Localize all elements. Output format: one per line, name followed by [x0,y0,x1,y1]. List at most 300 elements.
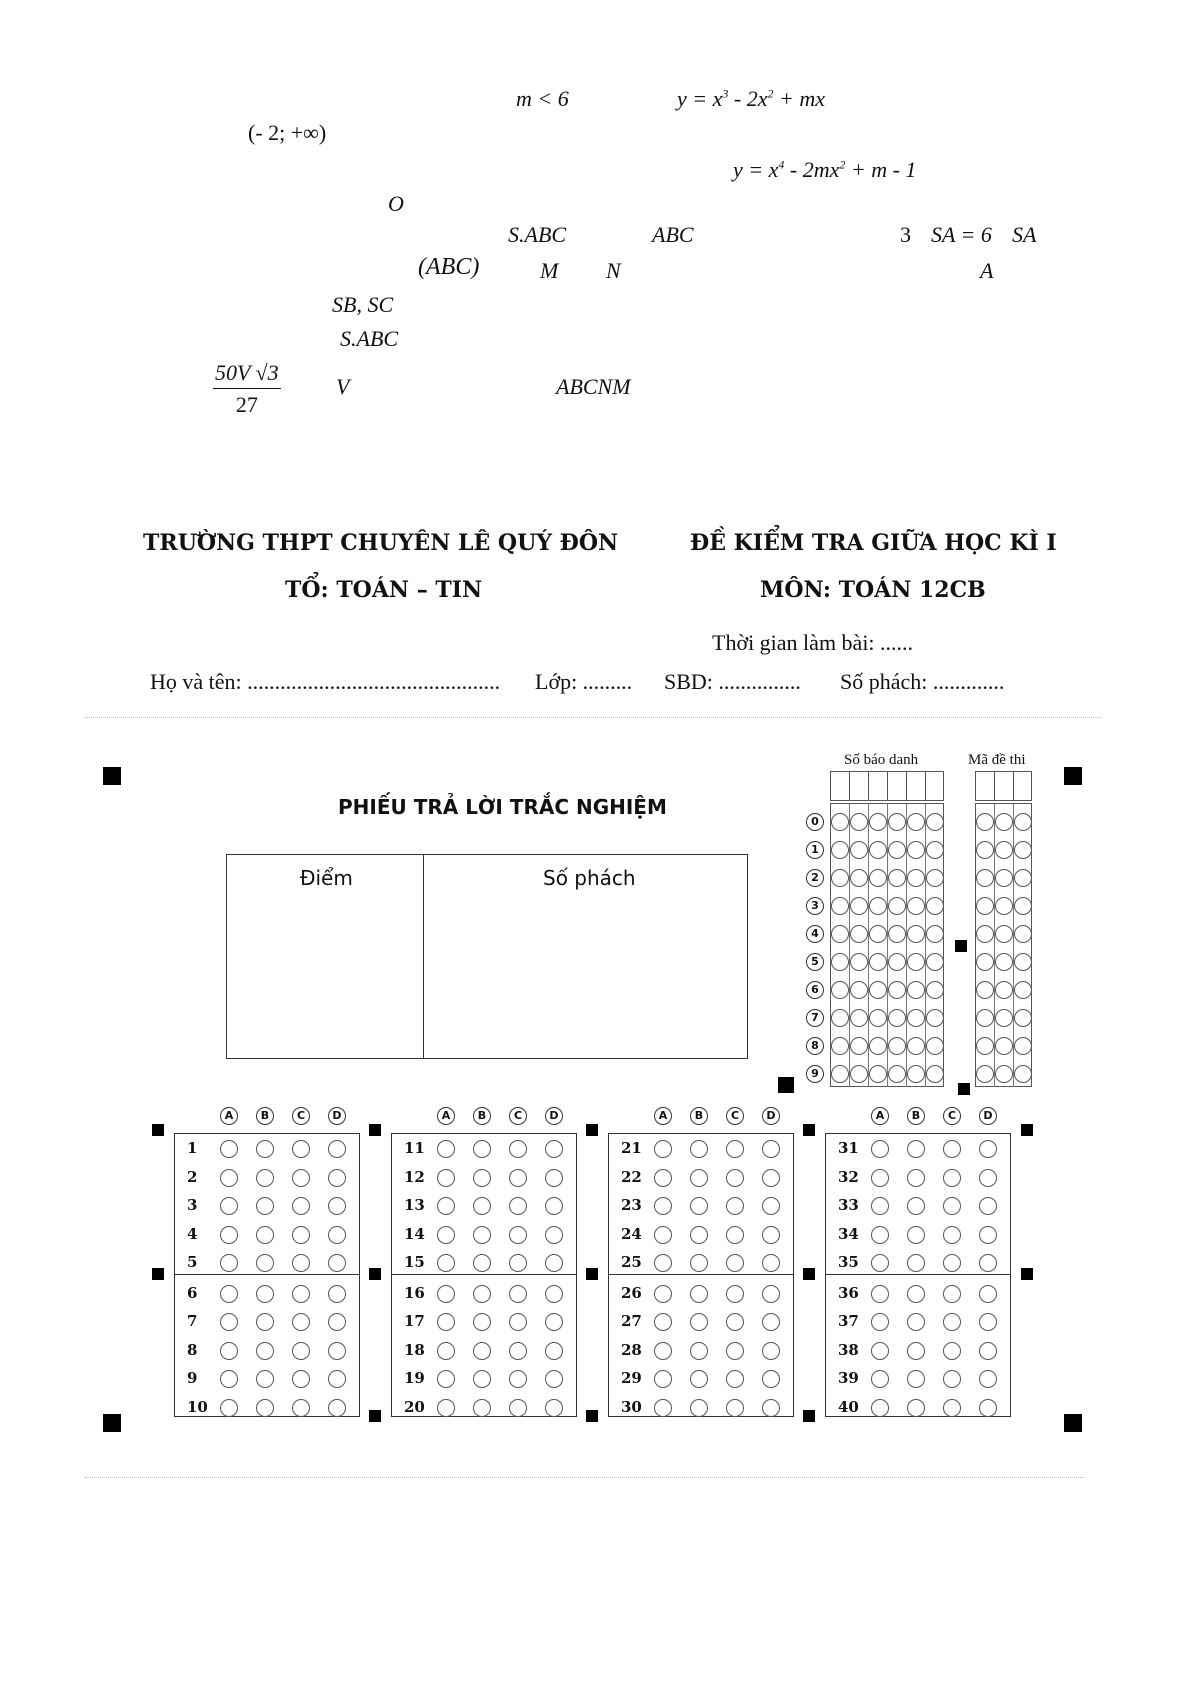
answer-bubble [328,1313,346,1331]
answer-bubble [871,1342,889,1360]
sbd-bubble [907,925,925,943]
sbd-bubble [926,1037,944,1055]
answer-bubble [545,1140,563,1158]
answer-bubble [473,1169,491,1187]
answer-bubble [220,1342,238,1360]
question-number: 18 [404,1340,425,1359]
digit-label: 8 [806,1037,824,1055]
sbd-bubble [850,981,868,999]
answer-bubble [292,1169,310,1187]
answer-bubble [979,1226,997,1244]
question-number: 17 [404,1312,425,1330]
answer-bubble [654,1285,672,1303]
math-point-n: N [606,258,621,283]
sbd-bubble [850,841,868,859]
answer-bubble [979,1254,997,1272]
answer-bubble [220,1226,238,1244]
sbd-bubble [888,953,906,971]
registration-mark [103,1414,121,1432]
answer-bubble [979,1313,997,1331]
question-block-divider [391,1274,577,1275]
answer-bubble [943,1285,961,1303]
student-name-field: Họ và tên: .............................................. [150,669,501,694]
question-number: 13 [404,1196,425,1214]
sbd-bubble [907,841,925,859]
sbd-bubble [831,897,849,915]
choice-header-a: A [654,1107,672,1125]
math-pyramid-sabc-2: S.ABC [340,326,399,351]
made-bubble [995,897,1013,915]
sbd-bubble [869,1009,887,1027]
made-bubble [995,953,1013,971]
registration-mark [958,1083,970,1095]
made-entry-divider [1013,771,1014,801]
answer-bubble [328,1254,346,1272]
department-name: TỔ: TOÁN – TIN [285,577,483,603]
answer-bubble [292,1197,310,1215]
question-number: 24 [621,1224,642,1243]
sbd-bubble [831,841,849,859]
sbd-bubble [850,925,868,943]
made-entry-row [975,771,1032,801]
answer-bubble [690,1197,708,1215]
answer-bubble [690,1313,708,1331]
math-plane-abc: (ABC) [418,254,480,280]
math-quartic-function: $y = x^4 - 2mx^2 + m - 1$ [733,157,917,182]
answer-bubble [437,1169,455,1187]
registration-mark [803,1124,815,1136]
sbd-bubble [869,981,887,999]
registration-mark [803,1410,815,1422]
sbd-entry-divider [887,771,888,801]
answer-bubble [328,1140,346,1158]
sbd-bubble [888,813,906,831]
answer-bubble [871,1285,889,1303]
answer-bubble [509,1342,527,1360]
answer-bubble [292,1254,310,1272]
made-bubble [995,1009,1013,1027]
question-number: 10 [187,1397,208,1416]
answer-bubble [871,1140,889,1158]
sbd-bubble [888,981,906,999]
math-fraction: $\frac{50V √3}{27}$ [215,360,279,417]
answer-bubble [907,1197,925,1215]
answer-bubble [437,1140,455,1158]
answer-bubble [437,1370,455,1388]
answer-bubble [654,1313,672,1331]
answer-bubble [871,1370,889,1388]
sbd-bubble [850,1065,868,1083]
question-number: 1 [187,1139,198,1157]
answer-bubble [654,1197,672,1215]
math-volume-v: V [336,374,350,399]
sbd-bubble [850,1009,868,1027]
sbd-bubble [869,813,887,831]
registration-mark [369,1410,381,1422]
sbd-bubble [907,1065,925,1083]
sbd-bubble [831,1065,849,1083]
answer-bubble [726,1140,744,1158]
math-interval: (- 2; +∞) [248,120,327,145]
sbd-bubble [926,813,944,831]
sbd-bubble [926,981,944,999]
answer-bubble [292,1370,310,1388]
divider-bottom [85,1477,1085,1478]
question-number: 27 [621,1312,642,1330]
question-block-divider [174,1274,360,1275]
answer-bubble [437,1342,455,1360]
answer-bubble [762,1313,780,1331]
answer-bubble [509,1226,527,1244]
digit-label: 4 [806,925,824,943]
registration-mark [152,1124,164,1136]
digit-label: 0 [806,813,824,831]
sbd-bubble [907,953,925,971]
sbd-bubble [831,869,849,887]
answer-bubble [907,1342,925,1360]
answer-bubble [509,1285,527,1303]
made-bubble [976,813,994,831]
answer-bubble [328,1197,346,1215]
answer-bubble [762,1169,780,1187]
sbd-bubble [907,869,925,887]
answer-bubble [545,1285,563,1303]
answer-bubble [545,1399,563,1417]
answer-bubble [943,1254,961,1272]
sbd-bubble [888,1009,906,1027]
registration-mark [586,1268,598,1280]
made-bubble [1014,1009,1032,1027]
question-number: 12 [404,1167,425,1186]
sbd-entry-divider [925,771,926,801]
math-point-a: A [980,258,994,283]
question-number: 3 [187,1196,198,1214]
answer-bubble [545,1370,563,1388]
exam-time: Thời gian làm bài: ...... [712,630,914,655]
answer-bubble [220,1370,238,1388]
answer-bubble [292,1342,310,1360]
choice-header-d: D [545,1107,563,1125]
answer-bubble [473,1285,491,1303]
sophach-field: Số phách: ............. [840,669,1005,694]
answer-bubble [726,1370,744,1388]
sbd-bubble [907,981,925,999]
answer-bubble [907,1254,925,1272]
answer-bubble [509,1370,527,1388]
answer-bubble [726,1197,744,1215]
question-number: 16 [404,1283,425,1302]
made-bubble [976,869,994,887]
answer-bubble [907,1140,925,1158]
question-number: 38 [838,1340,859,1359]
question-number: 7 [187,1312,198,1330]
sbd-bubble [888,925,906,943]
question-number: 36 [838,1283,859,1302]
sbd-bubble [831,981,849,999]
sbd-bubble [831,925,849,943]
sbd-entry-divider [868,771,869,801]
question-number: 15 [404,1253,425,1271]
sbd-bubble [907,813,925,831]
registration-mark [955,940,967,952]
choice-header-c: C [292,1107,310,1125]
choice-header-a: A [220,1107,238,1125]
made-bubble [995,1065,1013,1083]
sbd-bubble [907,897,925,915]
answer-bubble [473,1313,491,1331]
question-number: 28 [621,1340,642,1359]
question-number: 23 [621,1196,642,1214]
answer-bubble [473,1370,491,1388]
made-entry-divider [994,771,995,801]
sbd-bubble [869,869,887,887]
school-name: TRƯỜNG THPT CHUYÊN LÊ QUÝ ĐÔN [143,530,619,556]
sbd-bubble [907,1037,925,1055]
answer-sheet-title: PHIẾU TRẢ LỜI TRẮC NGHIỆM [338,795,667,819]
answer-bubble [292,1285,310,1303]
answer-bubble [654,1254,672,1272]
answer-bubble [256,1370,274,1388]
sbd-bubble [888,897,906,915]
answer-bubble [545,1197,563,1215]
answer-bubble [762,1370,780,1388]
question-number: 26 [621,1283,642,1302]
sbd-bubble [926,1065,944,1083]
choice-header-b: B [256,1107,274,1125]
answer-bubble [328,1342,346,1360]
answer-bubble [473,1197,491,1215]
math-point-m: M [540,258,559,283]
answer-bubble [690,1342,708,1360]
made-bubble [995,925,1013,943]
answer-bubble [328,1399,346,1417]
question-number: 33 [838,1196,859,1214]
sbd-bubble [888,1037,906,1055]
choice-header-b: B [473,1107,491,1125]
registration-mark [369,1268,381,1280]
answer-bubble [943,1226,961,1244]
choice-header-d: D [762,1107,780,1125]
question-number: 37 [838,1312,859,1330]
answer-bubble [437,1197,455,1215]
sbd-bubble [926,925,944,943]
answer-bubble [907,1226,925,1244]
sbd-bubble [850,869,868,887]
made-bubble [976,925,994,943]
answer-bubble [654,1169,672,1187]
answer-bubble [437,1254,455,1272]
made-bubble [1014,897,1032,915]
made-bubble [976,1009,994,1027]
answer-bubble [690,1254,708,1272]
math-cubic-function: $y = x^3 - 2x^2$ + mx [677,86,825,111]
choice-header-a: A [871,1107,889,1125]
made-bubble [1014,1037,1032,1055]
made-bubble [995,1037,1013,1055]
answer-bubble [220,1399,238,1417]
answer-bubble [256,1226,274,1244]
sbd-bubble [926,841,944,859]
sbd-bubble [869,841,887,859]
made-bubble [1014,869,1032,887]
sbd-bubble [869,1065,887,1083]
made-bubble [976,1065,994,1083]
choice-header-d: D [979,1107,997,1125]
sbd-bubble [831,1037,849,1055]
answer-bubble [943,1313,961,1331]
digit-label: 1 [806,841,824,859]
sbd-bubble [850,813,868,831]
made-bubble [976,897,994,915]
answer-bubble [762,1254,780,1272]
math-sa: SA [1012,222,1037,247]
answer-bubble [762,1197,780,1215]
answer-bubble [762,1140,780,1158]
sbd-bubble [926,1009,944,1027]
answer-bubble [509,1140,527,1158]
answer-bubble [943,1197,961,1215]
question-block-divider [825,1274,1011,1275]
sbd-grid-label: Số báo danh [844,752,919,768]
answer-bubble [690,1399,708,1417]
made-bubble [1014,953,1032,971]
made-bubble [995,869,1013,887]
sbd-field: SBD: ............... [664,669,801,694]
answer-bubble [220,1254,238,1272]
subject-title: MÔN: TOÁN 12CB [760,577,986,603]
sbd-entry-divider [849,771,850,801]
answer-bubble [256,1254,274,1272]
answer-bubble [256,1342,274,1360]
sbd-bubble [831,953,849,971]
digit-label: 3 [806,897,824,915]
question-number: 4 [187,1224,198,1243]
answer-bubble [509,1197,527,1215]
answer-bubble [690,1140,708,1158]
answer-bubble [979,1285,997,1303]
question-number: 35 [838,1253,859,1271]
math-pyramid-sabc: S.ABC [508,222,567,247]
digit-label: 2 [806,869,824,887]
question-number: 14 [404,1224,425,1243]
question-number: 25 [621,1253,642,1271]
digit-label: 9 [806,1065,824,1083]
choice-header-a: A [437,1107,455,1125]
sbd-bubble [888,869,906,887]
made-bubble [976,841,994,859]
answer-bubble [220,1197,238,1215]
answer-bubble [437,1313,455,1331]
answer-bubble [292,1140,310,1158]
registration-mark [1064,1414,1082,1432]
answer-bubble [545,1169,563,1187]
sbd-bubble [869,953,887,971]
answer-bubble [726,1226,744,1244]
registration-mark [1021,1268,1033,1280]
answer-bubble [762,1399,780,1417]
question-number: 19 [404,1369,425,1387]
math-origin-o: O [388,191,404,216]
choice-header-c: C [509,1107,527,1125]
answer-bubble [871,1169,889,1187]
question-number: 6 [187,1283,198,1302]
answer-bubble [871,1254,889,1272]
answer-bubble [907,1399,925,1417]
answer-bubble [943,1370,961,1388]
question-number: 29 [621,1369,642,1387]
answer-bubble [979,1342,997,1360]
answer-bubble [943,1342,961,1360]
made-bubble [995,813,1013,831]
sophach-label: Số phách [543,866,636,890]
answer-bubble [943,1169,961,1187]
question-number: 34 [838,1224,859,1243]
sbd-bubble [831,813,849,831]
sbd-bubble [850,1037,868,1055]
choice-header-b: B [907,1107,925,1125]
answer-bubble [654,1140,672,1158]
sbd-bubble [888,841,906,859]
answer-bubble [256,1399,274,1417]
answer-bubble [509,1169,527,1187]
question-number: 22 [621,1167,642,1186]
answer-bubble [437,1399,455,1417]
registration-mark [586,1410,598,1422]
math-abcnm: ABCNM [556,374,631,399]
answer-bubble [256,1285,274,1303]
answer-bubble [220,1140,238,1158]
digit-label: 5 [806,953,824,971]
registration-mark [369,1124,381,1136]
score-label: Điểm [300,866,353,890]
made-bubble [1014,981,1032,999]
question-number: 5 [187,1253,198,1271]
registration-mark [103,767,121,785]
sbd-bubble [926,869,944,887]
answer-bubble [943,1140,961,1158]
digit-label: 7 [806,1009,824,1027]
answer-bubble [690,1226,708,1244]
answer-bubble [726,1399,744,1417]
answer-bubble [509,1254,527,1272]
answer-bubble [473,1140,491,1158]
made-bubble [1014,841,1032,859]
answer-bubble [256,1313,274,1331]
registration-mark [803,1268,815,1280]
registration-mark [586,1124,598,1136]
sbd-bubble [888,1065,906,1083]
answer-bubble [871,1399,889,1417]
answer-bubble [690,1169,708,1187]
made-bubble [995,841,1013,859]
answer-bubble [654,1370,672,1388]
answer-bubble [545,1226,563,1244]
answer-bubble [762,1226,780,1244]
sbd-bubble [850,897,868,915]
answer-bubble [726,1313,744,1331]
answer-bubble [256,1140,274,1158]
answer-bubble [654,1342,672,1360]
sbd-bubble [907,1009,925,1027]
made-bubble [976,981,994,999]
answer-bubble [509,1313,527,1331]
answer-bubble [979,1169,997,1187]
question-number: 31 [838,1139,859,1157]
answer-bubble [220,1285,238,1303]
made-bubble [1014,1065,1032,1083]
answer-bubble [943,1399,961,1417]
sbd-bubble [869,1037,887,1055]
